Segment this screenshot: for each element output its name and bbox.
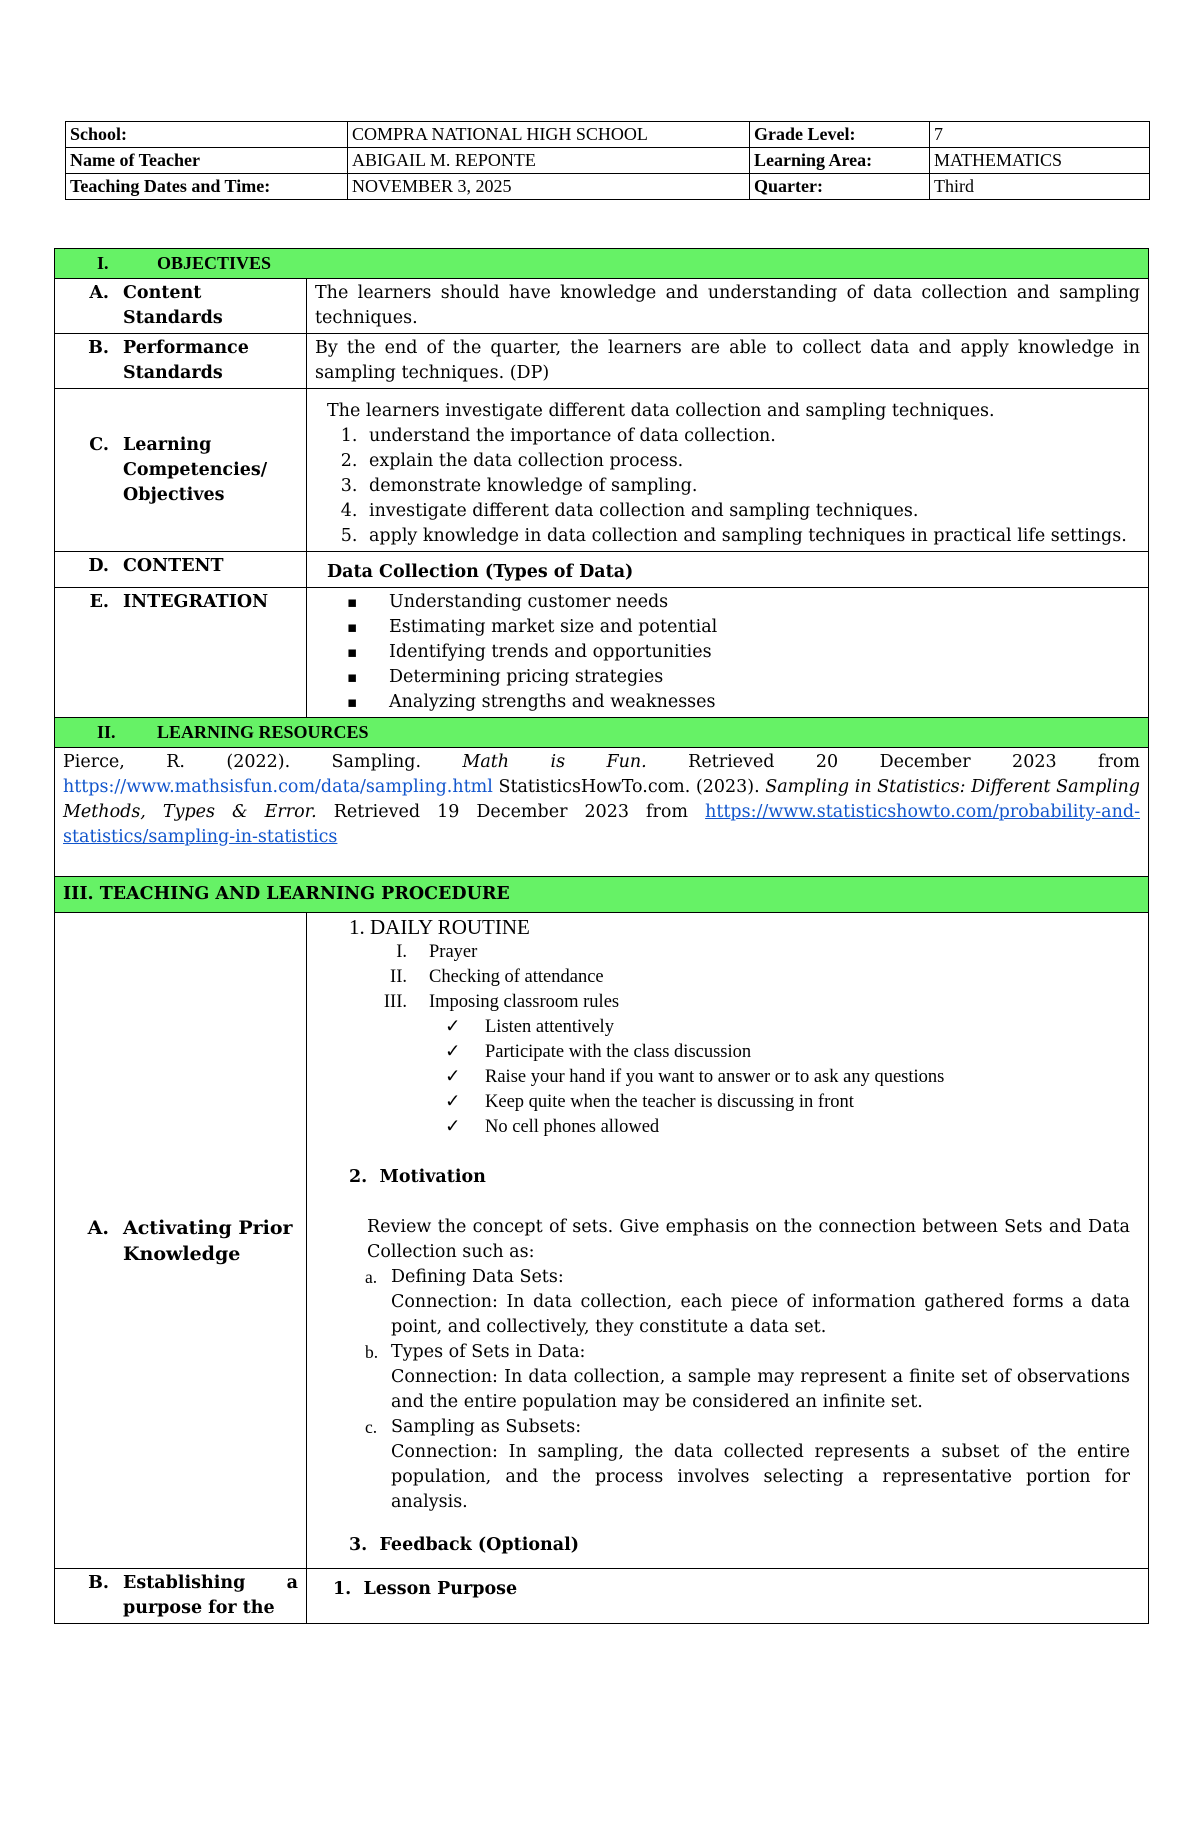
- objectives-heading-num: I.: [97, 253, 109, 273]
- item-text: Connection: In data collection, each piece of information gathered forms a data point, and collectively, they constitute a data set.: [391, 1292, 1130, 1337]
- rule-text: No cell phones allowed: [485, 1117, 660, 1137]
- procedure-heading: III. TEACHING AND LEARNING PROCEDURE: [55, 877, 1149, 913]
- dates-label: Teaching Dates and Time:: [66, 174, 348, 200]
- content-standards-row: [55, 279, 1149, 334]
- list-item: [315, 1040, 1130, 1065]
- establishing-label: Establishing a purpose for the: [123, 1573, 298, 1618]
- activating-letter: A.: [87, 1216, 109, 1239]
- objectives-heading-row: [55, 249, 1149, 279]
- school-label: School:: [66, 122, 348, 148]
- rule-text: Participate with the class discussion: [485, 1042, 752, 1062]
- list-item: [315, 1090, 1130, 1115]
- motivation-title: [315, 1165, 1130, 1190]
- content-label: CONTENT: [123, 556, 224, 576]
- item-num: c.: [365, 1417, 378, 1437]
- rule-text: Listen attentively: [485, 1017, 614, 1037]
- ref2-title: Sampling in Statistics: Different Sampling Methods, Types & Error.: [63, 777, 1141, 822]
- references: [55, 748, 1149, 877]
- check-icon: ✓: [445, 1042, 461, 1062]
- list-item: [315, 1415, 1130, 1515]
- list-item: 1. understand the importance of data collection.: [363, 424, 1140, 449]
- performance-std-letter: B.: [88, 338, 109, 358]
- area-value: MATHEMATICS: [930, 148, 1150, 174]
- list-item: [315, 1015, 1130, 1040]
- competencies-label: Learning Competencies/ Objectives: [123, 434, 268, 505]
- item-num: III.: [383, 992, 407, 1012]
- resources-heading-row: [55, 718, 1149, 748]
- item-num: b.: [365, 1342, 379, 1362]
- competencies-letter: C.: [89, 434, 109, 455]
- list-item: ▪ Determining pricing strategies: [365, 665, 1140, 690]
- lesson-plan-table: [54, 248, 1149, 1624]
- content-std-label: Content Standards: [123, 283, 223, 328]
- motivation-label: Motivation: [379, 1167, 486, 1187]
- check-icon: ✓: [445, 1067, 461, 1087]
- list-item: [315, 1265, 1130, 1340]
- motivation-num: 2.: [349, 1167, 368, 1187]
- ref2-text: StatisticsHowTo.com. (2023).: [492, 777, 766, 797]
- content-letter: D.: [88, 556, 109, 576]
- ref2-retrieved: Retrieved 19 December 2023 from: [316, 802, 689, 822]
- resources-heading-num: II.: [97, 722, 116, 742]
- list-item: 3. demonstrate knowledge of sampling.: [363, 474, 1140, 499]
- daily-routine-title: [315, 915, 1130, 940]
- list-item: ▪ Understanding customer needs: [365, 590, 1140, 615]
- routine-num: 1.: [349, 915, 365, 939]
- ref1-link[interactable]: https://www.mathsisfun.com/data/sampling.html: [63, 777, 493, 797]
- integration-row: [55, 588, 1149, 718]
- list-item: 2. explain the data collection process.: [363, 449, 1140, 474]
- check-icon: ✓: [445, 1017, 461, 1037]
- performance-std-label: Performance Standards: [123, 338, 249, 383]
- establishing-letter: B.: [88, 1573, 109, 1593]
- item-num: I.: [396, 942, 407, 962]
- activating-row: [55, 913, 1149, 1569]
- integration-letter: E.: [89, 592, 109, 612]
- teacher-value: ABIGAIL M. REPONTE: [348, 148, 750, 174]
- content-std-text: The learners should have knowledge and understanding of data collection and sampling techniques.: [307, 279, 1149, 334]
- list-item: 4. investigate different data collection and sampling techniques.: [363, 499, 1140, 524]
- routine-title: DAILY ROUTINE: [370, 915, 530, 939]
- item-title: Lesson Purpose: [363, 1579, 518, 1599]
- feedback-title: [315, 1533, 1130, 1558]
- content-text: Data Collection (Types of Data): [307, 552, 1149, 588]
- establishing-row: [55, 1569, 1149, 1624]
- item-title: Defining Data Sets:: [391, 1267, 564, 1287]
- content-std-letter: A.: [89, 283, 109, 303]
- item-text: Prayer: [429, 942, 478, 962]
- check-icon: ✓: [445, 1117, 461, 1137]
- item-num: 1.: [333, 1579, 352, 1599]
- grade-label: Grade Level:: [750, 122, 930, 148]
- objectives-heading: OBJECTIVES: [157, 253, 272, 273]
- item-text: Connection: In sampling, the data collected represents a subset of the entire population, and the process involves selecting a representative portion for analysis.: [391, 1442, 1130, 1512]
- list-item: [315, 990, 1130, 1015]
- integration-list: [315, 590, 1140, 715]
- resources-heading: LEARNING RESOURCES: [157, 722, 369, 742]
- ref1-text: Pierce, R. (2022). Sampling.: [63, 752, 463, 772]
- header-info-table: [65, 121, 1150, 200]
- school-value: COMPRA NATIONAL HIGH SCHOOL: [348, 122, 750, 148]
- dates-value: NOVEMBER 3, 2025: [348, 174, 750, 200]
- quarter-value: Third: [930, 174, 1150, 200]
- lesson-purpose: [307, 1569, 1149, 1624]
- item-num: a.: [365, 1267, 378, 1287]
- integration-label: INTEGRATION: [123, 592, 269, 612]
- competencies-list: [315, 424, 1140, 549]
- list-item: [315, 1340, 1130, 1415]
- item-text: Checking of attendance: [429, 967, 604, 987]
- performance-standards-row: [55, 334, 1149, 389]
- list-item: 5. apply knowledge in data collection and sampling techniques in practical life settings.: [363, 524, 1140, 549]
- content-row: [55, 552, 1149, 588]
- list-item: [315, 965, 1130, 990]
- item-num: II.: [390, 967, 407, 987]
- ref1-title: Math is Fun.: [462, 752, 647, 772]
- quarter-label: Quarter:: [750, 174, 930, 200]
- item-title: Types of Sets in Data:: [391, 1342, 586, 1362]
- teacher-label: Name of Teacher: [66, 148, 348, 174]
- motivation-intro: Review the concept of sets. Give emphasis on the connection between Sets and Data Collection such as:: [367, 1217, 1130, 1262]
- list-item: [315, 1065, 1130, 1090]
- check-icon: ✓: [445, 1092, 461, 1112]
- list-item: [315, 1115, 1130, 1140]
- feedback-label: Feedback (Optional): [379, 1535, 580, 1555]
- rule-text: Keep quite when the teacher is discussing in front: [485, 1092, 854, 1112]
- activating-label: Activating Prior Knowledge: [123, 1216, 293, 1265]
- list-item: ▪ Analyzing strengths and weaknesses: [365, 690, 1140, 715]
- resources-row: [55, 748, 1149, 877]
- procedure-heading-row: [55, 877, 1149, 913]
- list-item: ▪ Identifying trends and opportunities: [365, 640, 1140, 665]
- rule-text: Raise your hand if you want to answer or to ask any questions: [485, 1067, 945, 1087]
- item-text: Connection: In data collection, a sample may represent a finite set of observations and the entire population may be considered an infinite set.: [391, 1367, 1130, 1412]
- competencies-row: [55, 389, 1149, 552]
- area-label: Learning Area:: [750, 148, 930, 174]
- list-item: ▪ Estimating market size and potential: [365, 615, 1140, 640]
- ref1-retrieved: Retrieved 20 December 2023 from: [646, 752, 1140, 772]
- competencies-intro: The learners investigate different data collection and sampling techniques.: [327, 401, 995, 421]
- item-text: Imposing classroom rules: [429, 992, 620, 1012]
- item-title: Sampling as Subsets:: [391, 1417, 582, 1437]
- ref2-link[interactable]: https://www.statisticshowto.com/probability-and-statistics/sampling-in-statistics: [63, 802, 1140, 847]
- feedback-num: 3.: [349, 1535, 368, 1555]
- grade-value: 7: [930, 122, 1150, 148]
- performance-std-text: By the end of the quarter, the learners are able to collect data and apply knowledge in sampling techniques. (DP): [307, 334, 1149, 389]
- list-item: [315, 940, 1130, 965]
